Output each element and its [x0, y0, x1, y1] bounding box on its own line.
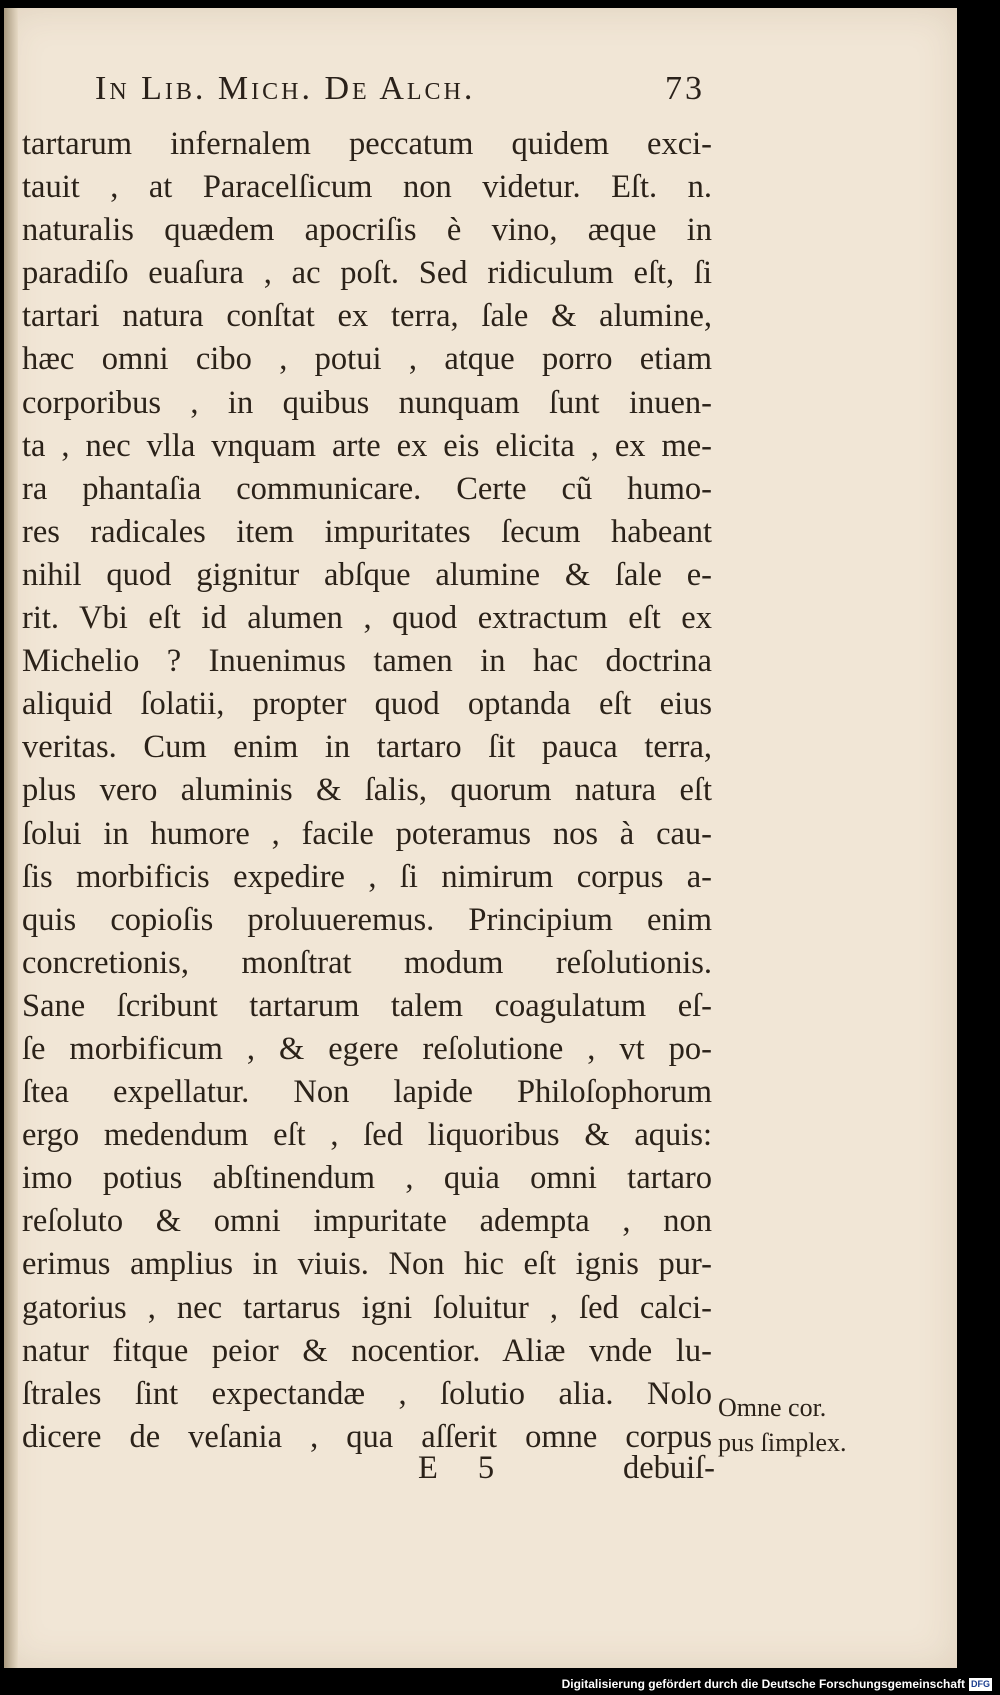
text-line: ſtea expellatur. Non lapide Philoſophorum [22, 1074, 712, 1111]
signature-letter: E [418, 1450, 438, 1486]
text-line: gatorius , nec tartarus igni ſoluitur , ſed calci- [22, 1289, 712, 1326]
text-line: Sane ſcribunt tartarum talem coagulatum eſ- [22, 987, 712, 1024]
text-line: ra phantaſia communicare. Certe cũ humo- [22, 470, 712, 507]
signature-mark [418, 1450, 494, 1487]
body-text [22, 123, 712, 1459]
text-line: tauit , at Paracelſicum non videtur. Eſt. n. [22, 169, 712, 206]
text-line: ſis morbificis expedire , ſi nimirum corpus a- [22, 858, 712, 895]
marginal-note-line: Omne cor. [718, 1393, 827, 1422]
text-line: plus vero aluminis & ſalis, quorum natura eſt [22, 772, 712, 809]
text-line: dicere de veſania , qua aſſerit omne corpus [22, 1418, 712, 1455]
text-line: naturalis quædem apocriſis è vino, æque in [22, 212, 712, 249]
text-line: reſoluto & omni impuritate adempta , non [22, 1203, 712, 1240]
signature-number: 5 [477, 1450, 495, 1486]
dfg-logo: DFG [971, 1678, 990, 1689]
text-line: veritas. Cum enim in tartaro ſit pauca terra, [22, 729, 712, 766]
text-line: ſe morbificum , & egere reſolutione , vt po- [22, 1030, 712, 1067]
catchword: debuiſ- [622, 1450, 715, 1486]
catchline [418, 1450, 715, 1487]
text-line: rit. Vbi eſt id alumen , quod extractum eſt ex [22, 600, 712, 637]
digitization-credit [562, 1677, 992, 1691]
running-head [95, 70, 705, 108]
text-line: concretionis, monſtrat modum reſolutionis. [22, 944, 712, 981]
text-line: nihil quod gignitur abſque alumine & ſale e- [22, 556, 712, 593]
text-line: natur fitque peior & nocentior. Aliæ vnde lu- [22, 1332, 712, 1369]
text-line: erimus amplius in viuis. Non hic eſt ignis pur- [22, 1246, 712, 1283]
text-line: hæc omni cibo , potui , atque porro etiam [22, 341, 712, 378]
text-line: tartari natura conſtat ex terra, ſale & alumine, [22, 298, 712, 335]
page-number: 73 [665, 70, 705, 107]
text-line: imo potius abſtinendum , quia omni tartaro [22, 1160, 712, 1197]
text-line: paradiſo euaſura , ac poſt. Sed ridiculum eſt, ſi [22, 255, 712, 292]
text-line: ſolui in humore , facile poteramus nos à cau- [22, 815, 712, 852]
marginal-note-line: pus ſimplex. [718, 1428, 847, 1457]
text-line: res radicales item impuritates ſecum habeant [22, 513, 712, 550]
running-head-title: In Lib. Mich. De Alch. [95, 70, 476, 107]
text-line: corporibus , in quibus nunquam ſunt inuen- [22, 384, 712, 421]
page-binding-edge [4, 8, 18, 1668]
text-line: Michelio ? Inuenimus tamen in hac doctrina [22, 643, 712, 680]
credit-text: Digitalisierung gefördert durch die Deutsche Forschungsgemeinschaft [561, 1677, 965, 1691]
text-line: ſtrales ſint expectandæ , ſolutio alia. Nolo [22, 1375, 712, 1412]
text-line: quis copioſis proluueremus. Principium enim [22, 901, 712, 938]
marginal-note [718, 1390, 893, 1460]
text-line: aliquid ſolatii, propter quod optanda eſt eius [22, 686, 712, 723]
text-line: ergo medendum eſt , ſed liquoribus & aquis: [22, 1117, 712, 1154]
text-line: tartarum infernalem peccatum quidem exci- [22, 126, 712, 162]
text-line: ta , nec vlla vnquam arte ex eis elicita , ex me- [22, 427, 712, 464]
